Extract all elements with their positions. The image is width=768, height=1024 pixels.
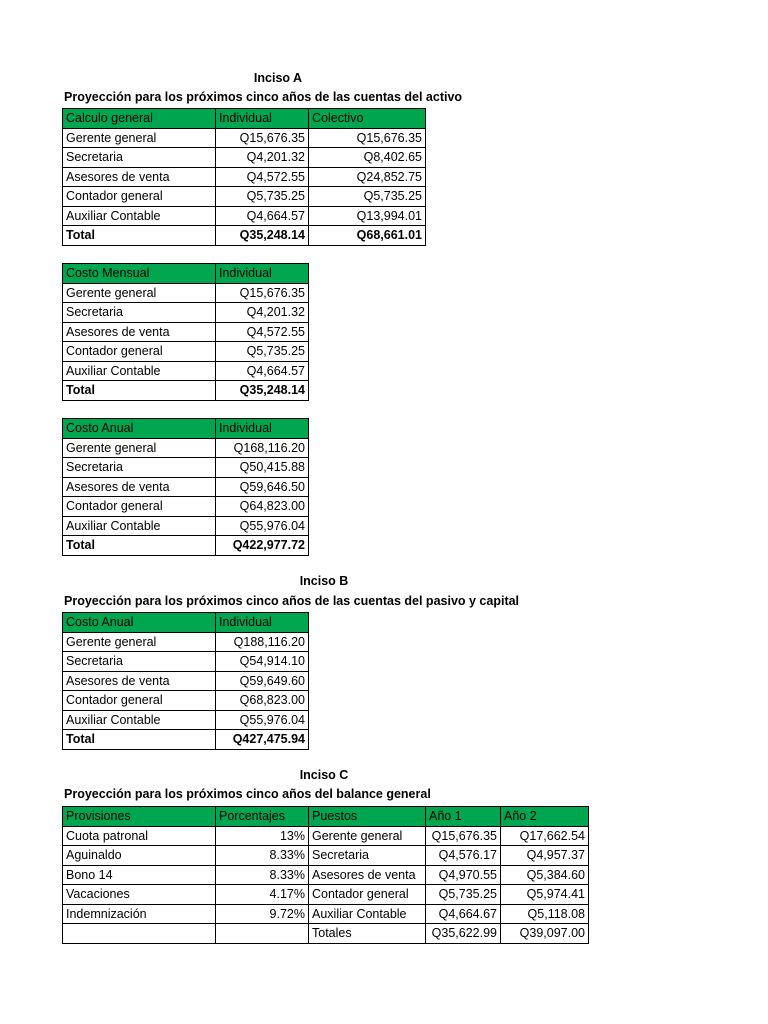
provision-label: Bono 14 xyxy=(63,865,216,885)
header-cell: Año 1 xyxy=(426,807,501,827)
total-value: Q35,248.14 xyxy=(216,381,309,401)
row-label: Contador general xyxy=(63,342,216,362)
table-balance-general xyxy=(62,806,589,944)
row-value: Q4,664.57 xyxy=(216,206,309,226)
provision-label: Indemnización xyxy=(63,904,216,924)
table-costo-mensual xyxy=(62,263,309,401)
position-label: Contador general xyxy=(309,885,426,905)
year1-value: Q4,970.55 xyxy=(426,865,501,885)
row-label: Auxiliar Contable xyxy=(63,516,216,536)
row-label: Contador general xyxy=(63,691,216,711)
header-cell: Individual xyxy=(216,419,309,439)
row-label: Asesores de venta xyxy=(63,322,216,342)
empty-cell xyxy=(216,924,309,944)
row-label: Contador general xyxy=(63,187,216,207)
row-label: Gerente general xyxy=(63,128,216,148)
row-value: Q24,852.75 xyxy=(309,167,426,187)
row-value: Q55,976.04 xyxy=(216,710,309,730)
table-header-row xyxy=(63,419,309,439)
section-b-heading: Inciso B xyxy=(299,574,349,588)
row-value: Q54,914.10 xyxy=(216,652,309,672)
total-value: Q422,977.72 xyxy=(216,536,309,556)
table-costo-anual-pasivo xyxy=(62,612,309,750)
total-row xyxy=(63,730,309,750)
table-calculo-general xyxy=(62,108,426,246)
row-label: Asesores de venta xyxy=(63,477,216,497)
year2-value: Q5,974.41 xyxy=(501,885,589,905)
row-label: Auxiliar Contable xyxy=(63,206,216,226)
total-label: Total xyxy=(63,226,216,246)
row-value: Q4,572.55 xyxy=(216,167,309,187)
table-header-row xyxy=(63,807,589,827)
header-cell: Costo Anual xyxy=(63,613,216,633)
percentage-value: 8.33% xyxy=(216,865,309,885)
table-row xyxy=(63,904,589,924)
row-label: Secretaria xyxy=(63,458,216,478)
table-row xyxy=(63,438,309,458)
year2-value: Q4,957.37 xyxy=(501,846,589,866)
table-row xyxy=(63,477,309,497)
section-c-heading: Inciso C xyxy=(299,768,349,782)
header-cell: Provisiones xyxy=(63,807,216,827)
row-value: Q59,649.60 xyxy=(216,671,309,691)
table-row xyxy=(63,458,309,478)
row-label: Auxiliar Contable xyxy=(63,710,216,730)
table-header-row xyxy=(63,109,426,129)
total-label: Total xyxy=(63,536,216,556)
year1-value: Q4,576.17 xyxy=(426,846,501,866)
table-row xyxy=(63,497,309,517)
table-row xyxy=(63,710,309,730)
row-value: Q8,402.65 xyxy=(309,148,426,168)
totals-row xyxy=(63,924,589,944)
row-value: Q64,823.00 xyxy=(216,497,309,517)
row-value: Q13,994.01 xyxy=(309,206,426,226)
row-label: Contador general xyxy=(63,497,216,517)
total-label: Total xyxy=(63,730,216,750)
year1-total: Q35,622.99 xyxy=(426,924,501,944)
row-value: Q4,572.55 xyxy=(216,322,309,342)
row-value: Q15,676.35 xyxy=(216,283,309,303)
header-cell: Colectivo xyxy=(309,109,426,129)
position-label: Auxiliar Contable xyxy=(309,904,426,924)
table-row xyxy=(63,167,426,187)
row-label: Secretaria xyxy=(63,303,216,323)
row-value: Q50,415.88 xyxy=(216,458,309,478)
row-value: Q5,735.25 xyxy=(309,187,426,207)
percentage-value: 8.33% xyxy=(216,846,309,866)
row-value: Q15,676.35 xyxy=(216,128,309,148)
row-value: Q168,116.20 xyxy=(216,438,309,458)
row-value: Q68,823.00 xyxy=(216,691,309,711)
row-value: Q5,735.25 xyxy=(216,342,309,362)
year1-value: Q4,664.67 xyxy=(426,904,501,924)
percentage-value: 9.72% xyxy=(216,904,309,924)
percentage-value: 13% xyxy=(216,826,309,846)
table-row xyxy=(63,283,309,303)
row-label: Secretaria xyxy=(63,148,216,168)
section-c-subtitle: Proyección para los próximos cinco años del balance general xyxy=(64,787,431,801)
table-row xyxy=(63,128,426,148)
table-row xyxy=(63,303,309,323)
row-label: Asesores de venta xyxy=(63,671,216,691)
provision-label: Aguinaldo xyxy=(63,846,216,866)
row-value: Q55,976.04 xyxy=(216,516,309,536)
total-row xyxy=(63,536,309,556)
table-costo-anual xyxy=(62,418,309,556)
header-cell: Costo Anual xyxy=(63,419,216,439)
table-row xyxy=(63,361,309,381)
total-value: Q35,248.14 xyxy=(216,226,309,246)
section-a-heading: Inciso A xyxy=(253,71,303,85)
total-label: Total xyxy=(63,381,216,401)
table-row xyxy=(63,846,589,866)
year1-value: Q5,735.25 xyxy=(426,885,501,905)
table-row xyxy=(63,632,309,652)
total-value: Q427,475.94 xyxy=(216,730,309,750)
row-value: Q59,646.50 xyxy=(216,477,309,497)
provision-label: Cuota patronal xyxy=(63,826,216,846)
table-row xyxy=(63,865,589,885)
year2-value: Q5,118.08 xyxy=(501,904,589,924)
table-row xyxy=(63,148,426,168)
row-value: Q188,116.20 xyxy=(216,632,309,652)
row-label: Gerente general xyxy=(63,438,216,458)
row-label: Asesores de venta xyxy=(63,167,216,187)
row-value: Q15,676.35 xyxy=(309,128,426,148)
position-label: Asesores de venta xyxy=(309,865,426,885)
header-cell: Costo Mensual xyxy=(63,264,216,284)
section-b-subtitle: Proyección para los próximos cinco años de las cuentas del pasivo y capital xyxy=(64,594,520,608)
header-cell: Año 2 xyxy=(501,807,589,827)
row-label: Auxiliar Contable xyxy=(63,361,216,381)
table-row xyxy=(63,691,309,711)
year2-total: Q39,097.00 xyxy=(501,924,589,944)
row-label: Secretaria xyxy=(63,652,216,672)
table-row xyxy=(63,652,309,672)
position-label: Secretaria xyxy=(309,846,426,866)
row-label: Gerente general xyxy=(63,632,216,652)
header-cell: Calculo general xyxy=(63,109,216,129)
table-row xyxy=(63,322,309,342)
header-cell: Individual xyxy=(216,613,309,633)
table-row xyxy=(63,826,589,846)
provision-label: Vacaciones xyxy=(63,885,216,905)
total-value: Q68,661.01 xyxy=(309,226,426,246)
header-cell: Individual xyxy=(216,109,309,129)
row-value: Q4,201.32 xyxy=(216,148,309,168)
year1-value: Q15,676.35 xyxy=(426,826,501,846)
table-row xyxy=(63,206,426,226)
section-a-subtitle: Proyección para los próximos cinco años de las cuentas del activo xyxy=(64,90,463,104)
percentage-value: 4.17% xyxy=(216,885,309,905)
totals-label: Totales xyxy=(309,924,426,944)
header-cell: Puestos xyxy=(309,807,426,827)
header-cell: Porcentajes xyxy=(216,807,309,827)
table-row xyxy=(63,885,589,905)
empty-cell xyxy=(63,924,216,944)
row-label: Gerente general xyxy=(63,283,216,303)
year2-value: Q17,662.54 xyxy=(501,826,589,846)
table-row xyxy=(63,671,309,691)
header-cell: Individual xyxy=(216,264,309,284)
position-label: Gerente general xyxy=(309,826,426,846)
table-row xyxy=(63,187,426,207)
table-header-row xyxy=(63,613,309,633)
total-row xyxy=(63,226,426,246)
table-header-row xyxy=(63,264,309,284)
table-row xyxy=(63,516,309,536)
row-value: Q5,735.25 xyxy=(216,187,309,207)
table-row xyxy=(63,342,309,362)
row-value: Q4,664.57 xyxy=(216,361,309,381)
year2-value: Q5,384.60 xyxy=(501,865,589,885)
row-value: Q4,201.32 xyxy=(216,303,309,323)
total-row xyxy=(63,381,309,401)
